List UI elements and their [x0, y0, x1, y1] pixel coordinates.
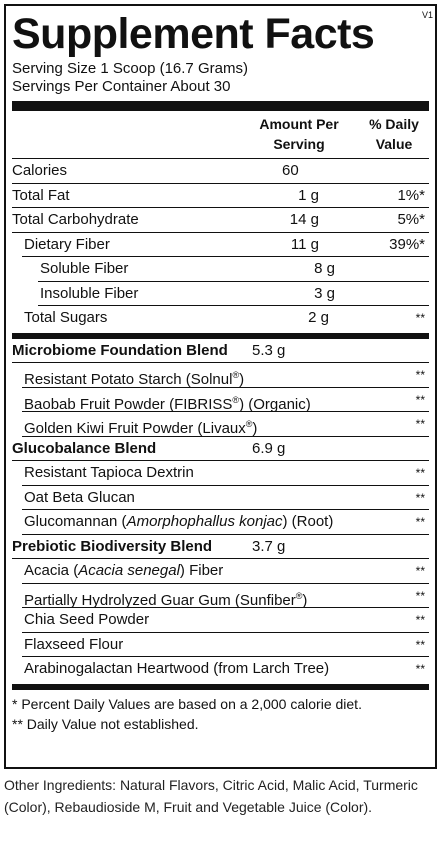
daily-value-header: % Daily Value	[369, 116, 419, 152]
blend-item: Resistant Potato Starch (Solnul®) **	[22, 363, 429, 388]
other-ingredients: Other Ingredients: Natural Flavors, Citric Acid, Malic Acid, Turmeric (Color), Rebaudioside M, Fruit and Vegetable Juice (Color).	[4, 777, 418, 815]
blend-item: Acacia (Acacia senegal) Fiber **	[22, 559, 429, 584]
blend-item: Baobab Fruit Powder (FIBRISS®) (Organic) **	[22, 388, 429, 413]
nutrient-row-insoluble-fiber: Insoluble Fiber 3 g	[38, 282, 429, 307]
blend-item: Arabinogalactan Heartwood (from Larch Tree) **	[24, 660, 425, 677]
version-label: V1	[421, 10, 433, 20]
blend-item: Golden Kiwi Fruit Powder (Livaux®) **	[22, 412, 429, 437]
divider-thick	[12, 101, 429, 111]
footnote-not-established: ** Daily Value not established.	[12, 715, 199, 732]
blend-item: Chia Seed Powder **	[22, 608, 429, 633]
blend-item: Resistant Tapioca Dextrin **	[22, 461, 429, 486]
column-header	[12, 111, 429, 159]
nutrient-row-total-fat: Total Fat 1 g 1%*	[12, 184, 429, 209]
servings-per-container: Servings Per Container About 30	[12, 78, 231, 95]
footnote-daily-value: * Percent Daily Values are based on a 2,000 calorie diet.	[12, 695, 362, 712]
amount-header: Amount Per Serving	[259, 116, 339, 152]
nutrient-row-calories: Calories 60	[12, 159, 429, 184]
nutrient-row-total-sugars: Total Sugars 2 g **	[24, 309, 425, 326]
nutrient-row-dietary-fiber: Dietary Fiber 11 g 39%*	[22, 233, 429, 258]
blend-item: Glucomannan (Amorphophallus konjac) (Root) **	[22, 510, 429, 535]
blend-header-glucobalance: Glucobalance Blend 6.9 g	[12, 437, 429, 462]
serving-size: Serving Size 1 Scoop (16.7 Grams)	[12, 60, 248, 77]
blend-item: Partially Hydrolyzed Guar Gum (Sunfiber®) **	[22, 584, 429, 609]
blend-item: Oat Beta Glucan **	[22, 486, 429, 511]
supplement-facts-panel	[4, 4, 437, 769]
panel-title: Supplement Facts	[12, 10, 375, 58]
blend-header-prebiotic: Prebiotic Biodiversity Blend 3.7 g	[12, 535, 429, 560]
blend-item: Flaxseed Flour **	[22, 633, 429, 658]
blend-header-microbiome: Microbiome Foundation Blend 5.3 g	[12, 339, 429, 364]
nutrient-row-total-carbohydrate: Total Carbohydrate 14 g 5%*	[12, 208, 429, 233]
nutrient-row-soluble-fiber: Soluble Fiber 8 g	[38, 257, 429, 282]
footnotes	[12, 690, 429, 734]
